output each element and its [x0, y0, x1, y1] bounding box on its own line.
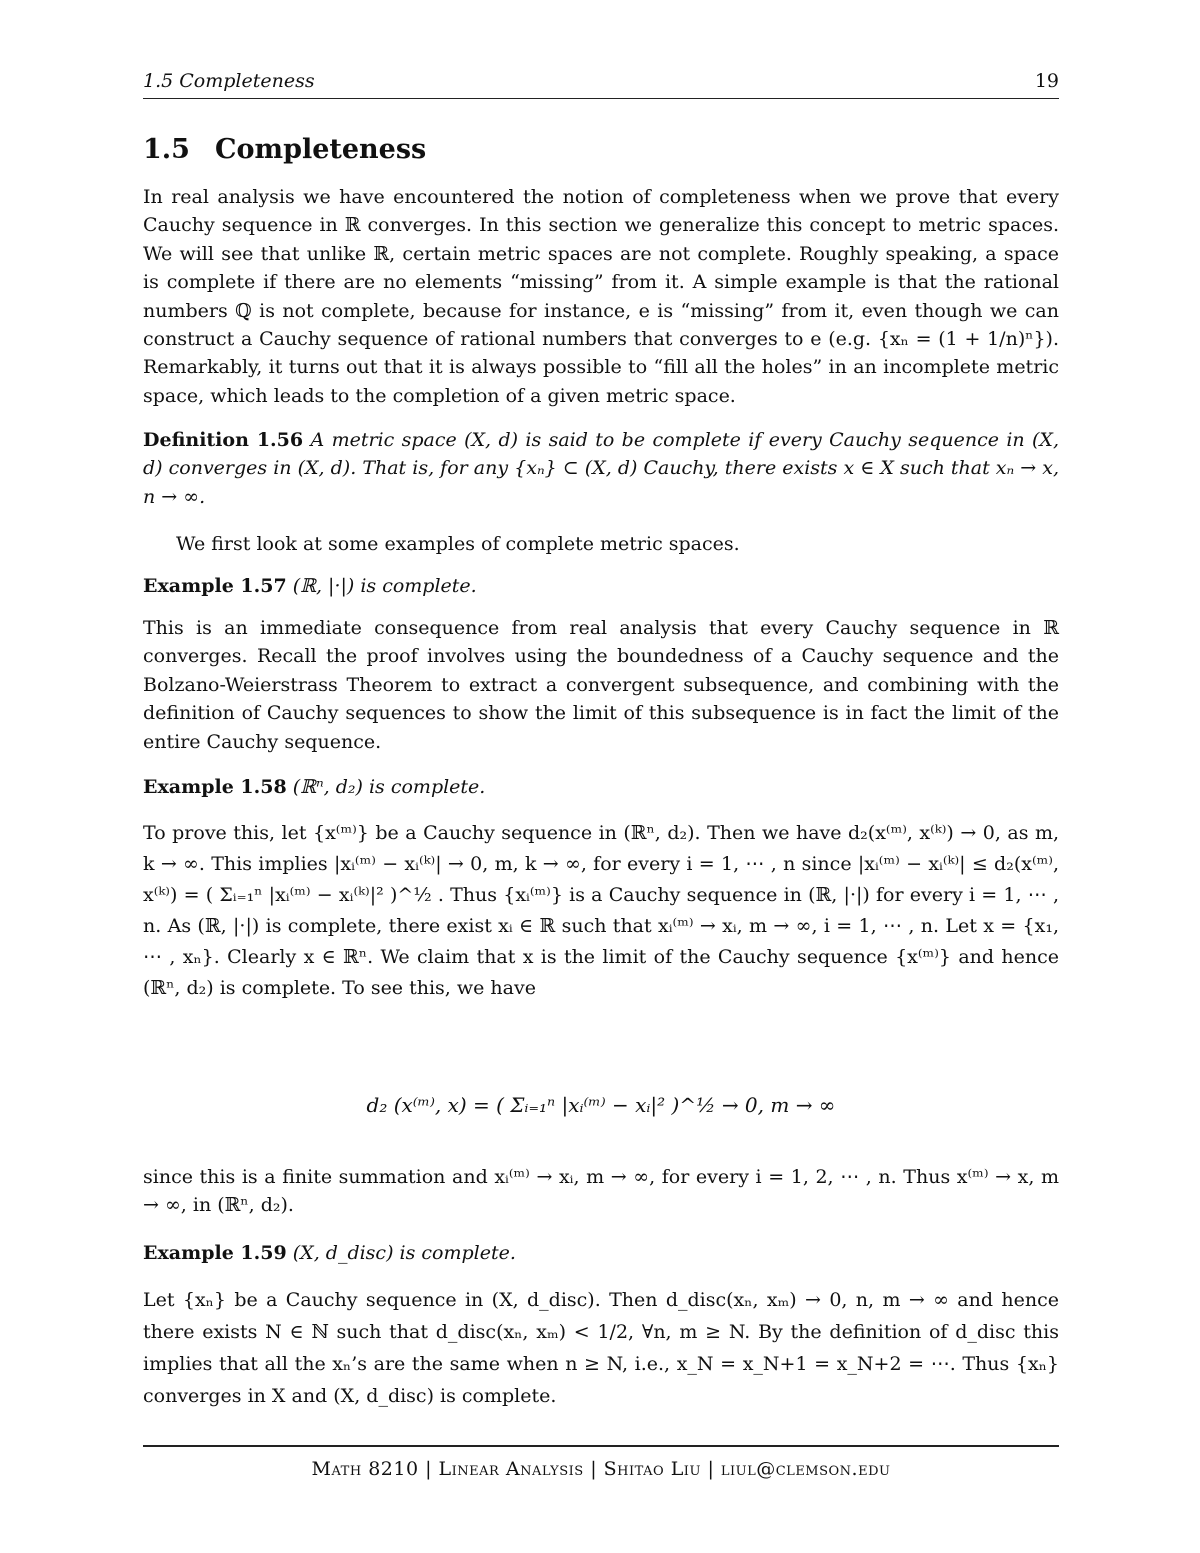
example-1-59-body: Let {xₙ} be a Cauchy sequence in (X, d_disc). Then d_disc(xₙ, xₘ) → 0, n, m → ∞ and hence there exists N ∈ ℕ such that d_disc(xₙ, xₘ) < 1/2, ∀n, m ≥ N. By the definition of d_disc this implies that all the xₙ’s are the same when n ≥ N, i.e., x_N = x_N+1 = x_N+2 = ⋯. Thus {xₙ} converges in X and (X, d_disc) is complete.	[143, 1289, 1059, 1407]
example-1-58-heading	[143, 773, 1059, 801]
example-1-58-body: To prove this, let {x⁽ᵐ⁾} be a Cauchy sequence in (ℝⁿ, d₂). Then we have d₂(x⁽ᵐ⁾, x⁽ᵏ⁾) → 0, as m, k → ∞. This implies |xᵢ⁽ᵐ⁾ − xᵢ⁽ᵏ⁾| → 0, m, k → ∞, for every i = 1, ⋯ , n since |xᵢ⁽ᵐ⁾ − xᵢ⁽ᵏ⁾| ≤ d₂(x⁽ᵐ⁾, x⁽ᵏ⁾) = ( Σᵢ₌₁ⁿ |xᵢ⁽ᵐ⁾ − xᵢ⁽ᵏ⁾|² )^½ . Thus {xᵢ⁽ᵐ⁾} is a Cauchy sequence in (ℝ, |·|) for every i = 1, ⋯ , n. As (ℝ, |·|) is complete, there exist xᵢ ∈ ℝ such that xᵢ⁽ᵐ⁾ → xᵢ, m → ∞, i = 1, ⋯ , n. Let x = {x₁, ⋯ , xₙ}. Clearly x ∈ ℝⁿ. We claim that x is the limit of the Cauchy sequence {x⁽ᵐ⁾} and hence (ℝⁿ, d₂) is complete. To see this, we have	[143, 822, 1059, 999]
section-number: 1.5	[143, 134, 190, 165]
footer-rule	[143, 1445, 1059, 1447]
display-equation: d₂ (x⁽ᵐ⁾, x) = ( Σᵢ₌₁ⁿ |xᵢ⁽ᵐ⁾ − xᵢ|² )^½ → 0, m → ∞	[366, 1093, 836, 1117]
lead-in-paragraph: We first look at some examples of complete metric spaces.	[176, 533, 740, 555]
definition-label: Definition 1.56	[143, 429, 304, 451]
example-statement: (X, d_disc) is complete.	[292, 1242, 516, 1264]
running-title: 1.5 Completeness	[143, 70, 315, 92]
example-label: Example 1.57	[143, 575, 287, 597]
section-heading	[143, 134, 426, 165]
example-statement: (ℝ, |·|) is complete.	[292, 575, 477, 597]
page-number: 19	[1034, 70, 1059, 92]
example-label: Example 1.58	[143, 776, 287, 798]
example-1-57-body: This is an immediate consequence from real analysis that every Cauchy sequence in ℝ converges. Recall the proof involves using the boundedness of a Cauchy sequence and the Bolzano-Weierstrass Theorem to extract a convergent subsequence, and combining with the definition of Cauchy sequences to show the limit of this subsequence is in fact the limit of the entire Cauchy sequence.	[143, 617, 1059, 753]
example-label: Example 1.59	[143, 1242, 287, 1264]
example-1-58-conclusion: since this is a finite summation and xᵢ⁽ᵐ⁾ → xᵢ, m → ∞, for every i = 1, 2, ⋯ , n. Thus x⁽ᵐ⁾ → x, m → ∞, in (ℝⁿ, d₂).	[143, 1166, 1059, 1217]
section-title: Completeness	[215, 134, 427, 165]
example-statement: (ℝⁿ, d₂) is complete.	[292, 776, 486, 798]
example-1-59-heading	[143, 1239, 1059, 1267]
example-1-57-heading	[143, 572, 1059, 600]
page-footer: Math 8210 | Linear Analysis | Shitao Liu | liul@clemson.edu	[311, 1458, 891, 1480]
running-header	[143, 70, 1059, 99]
definition-1-56	[143, 426, 1059, 511]
intro-paragraph: In real analysis we have encountered the notion of completeness when we prove that every Cauchy sequence in ℝ converges. In this section we generalize this concept to metric spaces. We will see that unlike ℝ, certain metric spaces are not complete. Roughly speaking, a space is complete if there are no elements “missing” from it. A simple example is that the rational numbers ℚ is not complete, because for instance, e is “missing” from it, even though we can construct a Cauchy sequence of rational numbers that converges to e (e.g. {xₙ = (1 + 1/n)ⁿ}). Remarkably, it turns out that it is always possible to “fill all the holes” in an incomplete metric space, which leads to the completion of a given metric space.	[143, 186, 1059, 407]
definition-text: A metric space (X, d) is said to be complete if every Cauchy sequence in (X, d) converges in (X, d). That is, for any {xₙ} ⊂ (X, d) Cauchy, there exists x ∈ X such that xₙ → x, n → ∞.	[143, 429, 1059, 508]
